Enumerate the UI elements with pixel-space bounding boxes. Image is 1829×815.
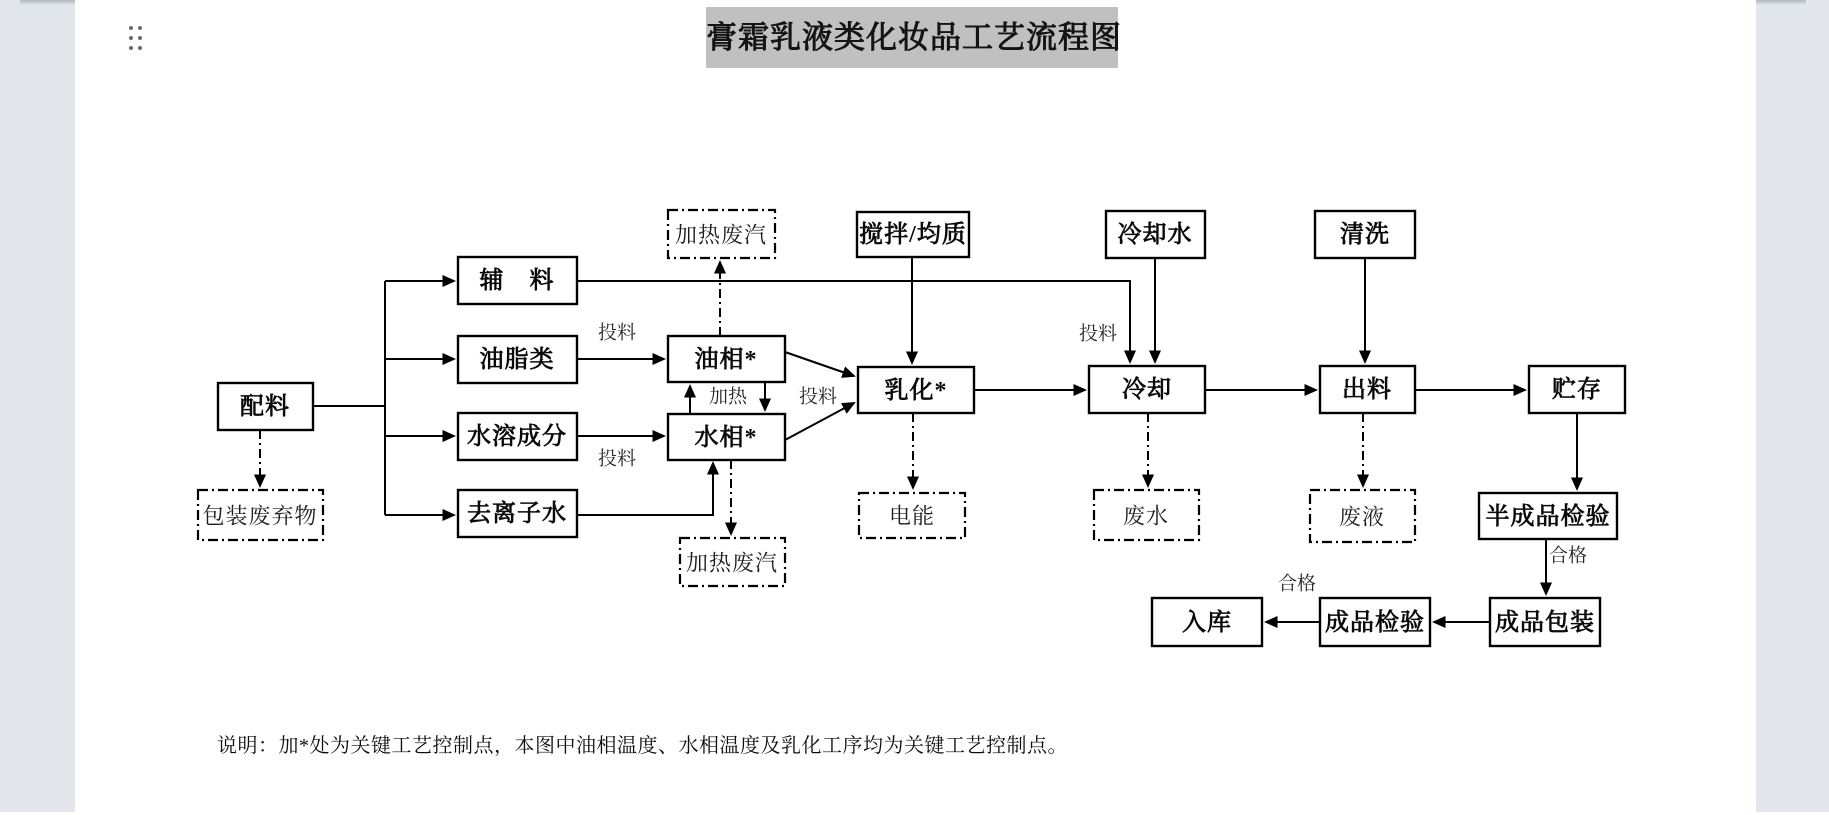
edge-label-touliao-ruhua: 投料 bbox=[798, 386, 838, 408]
flow-box-banchengpin-jianyan-label: 半成品检验 bbox=[1485, 504, 1611, 530]
flow-box-chengpin-baozhuang bbox=[1490, 598, 1600, 646]
flow-box-chuliao-label: 出料 bbox=[1342, 377, 1392, 403]
flow-box-qulizishui-label: 去离子水 bbox=[467, 501, 567, 527]
flow-box-qulizishui bbox=[458, 490, 577, 537]
flow-box-jiare-feiqi-bottom-label: 加热废汽 bbox=[685, 550, 779, 576]
edge-label-jiare: 加热 bbox=[708, 386, 748, 408]
flow-box-chengpin-jianyan-label: 成品检验 bbox=[1325, 610, 1425, 636]
flow-box-chengpin-jianyan bbox=[1320, 598, 1430, 646]
edge-label-hege-banchengpin: 合格 bbox=[1548, 545, 1588, 567]
flow-box-feishui bbox=[1094, 490, 1199, 540]
edge-label-touliao-shuirong: 投料 bbox=[597, 448, 637, 470]
flow-box-jiaoban-junzhi bbox=[857, 212, 969, 257]
flow-box-feishui-label: 废水 bbox=[1122, 503, 1170, 529]
flow-box-fuliao bbox=[458, 257, 577, 304]
flow-box-lengque bbox=[1089, 366, 1205, 413]
edge-qulizishui-to-shuixiang bbox=[577, 463, 713, 515]
flow-box-lengqueshui-label: 冷却水 bbox=[1117, 222, 1193, 248]
flow-box-lengque-label: 冷却 bbox=[1122, 377, 1172, 403]
flow-box-baozhuang-feiqiwu-label: 包装废弃物 bbox=[202, 503, 318, 529]
flow-box-jiaoban-junzhi-label: 搅拌/均质 bbox=[859, 222, 967, 248]
flow-box-ruku-label: 入库 bbox=[1182, 610, 1232, 636]
flow-box-fuliao-label: 辅 料 bbox=[479, 268, 555, 294]
flow-box-feiye-label: 废液 bbox=[1338, 504, 1386, 530]
flow-box-feiye bbox=[1310, 490, 1415, 542]
flow-box-ruhua-label: 乳化* bbox=[884, 378, 948, 404]
flow-box-baozhuang-feiqiwu bbox=[198, 490, 323, 540]
flow-box-youzhilei bbox=[458, 336, 577, 383]
flow-box-peiliao-label: 配料 bbox=[240, 394, 290, 420]
flow-box-shuixiang bbox=[668, 414, 785, 460]
flow-box-shuirong-chengfen bbox=[458, 413, 577, 460]
flow-box-jiare-feiqi-top bbox=[668, 210, 775, 258]
flow-box-dianneng-label: 电能 bbox=[888, 503, 936, 529]
edge-shuixiang-to-ruhua bbox=[785, 403, 854, 440]
flow-box-zhucun-label: 贮存 bbox=[1552, 377, 1602, 403]
flow-box-chuliao bbox=[1320, 366, 1415, 413]
edge-label-hege-chengpin: 合格 bbox=[1277, 573, 1317, 595]
flow-box-chengpin-baozhuang-label: 成品包装 bbox=[1495, 610, 1595, 636]
flow-box-youxiang-label: 油相* bbox=[694, 347, 758, 373]
flow-box-peiliao bbox=[218, 383, 313, 430]
flow-box-zhucun bbox=[1529, 366, 1625, 413]
flow-box-ruhua bbox=[858, 367, 974, 413]
flow-box-dianneng bbox=[859, 493, 965, 538]
flow-box-jiare-feiqi-top-label: 加热废汽 bbox=[674, 222, 768, 248]
edge-youxiang-to-ruhua bbox=[785, 352, 854, 376]
flow-box-ruku bbox=[1152, 598, 1262, 646]
flow-box-jiare-feiqi-bottom bbox=[680, 538, 785, 586]
flow-box-youxiang bbox=[668, 336, 785, 382]
flow-box-shuixiang-label: 水相* bbox=[694, 425, 758, 451]
edge-label-touliao-lengque: 投料 bbox=[1078, 323, 1118, 345]
edge-fuliao-to-lengque bbox=[577, 281, 1130, 362]
flow-box-qingxi bbox=[1315, 211, 1415, 258]
flow-box-banchengpin-jianyan bbox=[1479, 493, 1617, 539]
flow-box-shuirong-chengfen-label: 水溶成分 bbox=[467, 424, 567, 450]
edge-label-touliao-youzhi: 投料 bbox=[597, 322, 637, 344]
flow-box-lengqueshui bbox=[1106, 211, 1205, 258]
note-text[interactable]: 说明：加*处为关键工艺控制点，本图中油相温度、水相温度及乳化工序均为关键工艺控制点。 bbox=[217, 735, 1068, 757]
flow-box-qingxi-label: 清洗 bbox=[1340, 222, 1390, 248]
flow-box-youzhilei-label: 油脂类 bbox=[479, 347, 555, 373]
page-title[interactable]: 膏霜乳液类化妆品工艺流程图 bbox=[706, 7, 1118, 68]
